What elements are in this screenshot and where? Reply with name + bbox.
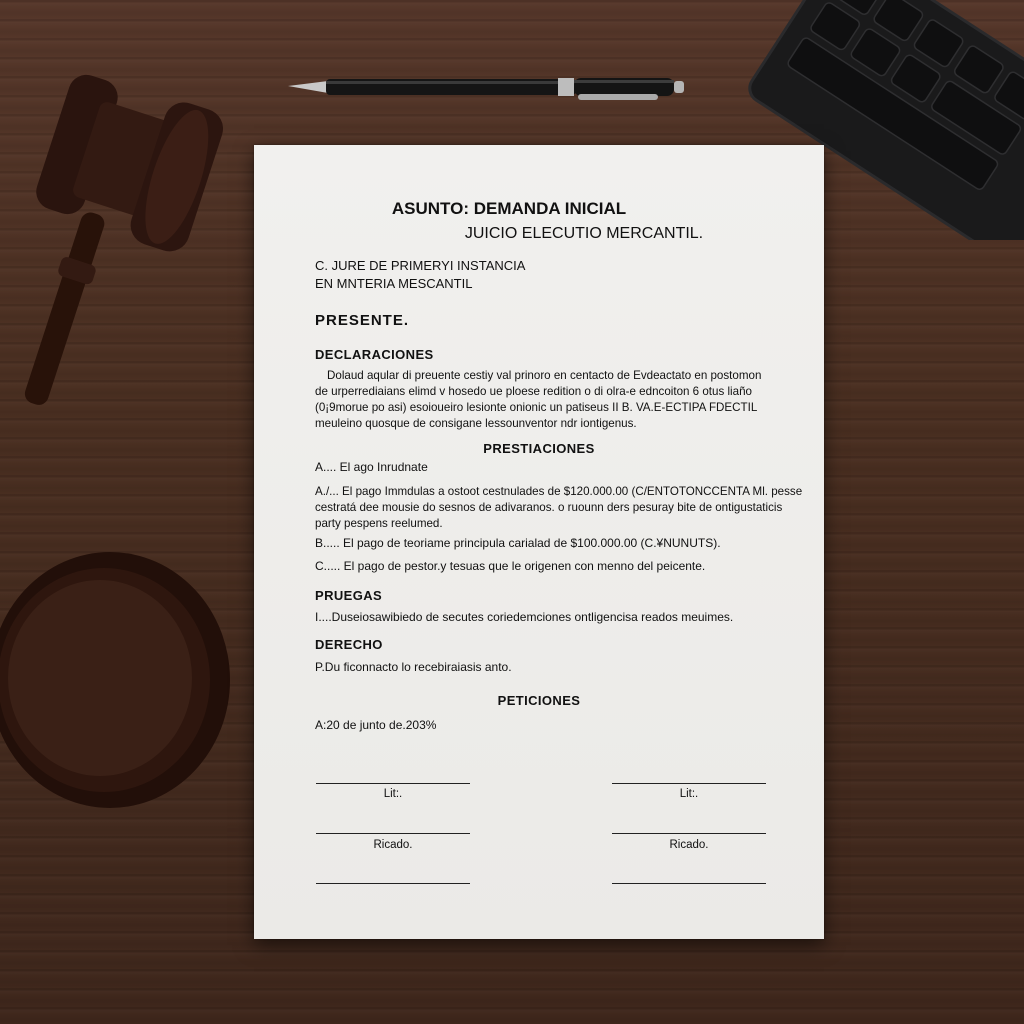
signature-line — [316, 783, 470, 784]
gavel — [0, 70, 240, 450]
prestacion-a2-line: A./... El pago Immdulas a ostoot cestnulades de $120.000.00 (C/ENTOTONCCENTA Ml. pesse — [315, 485, 803, 498]
document-date: A:20 de junto de.203% — [315, 718, 437, 732]
addressee-line-2: EN MNTERIA MESCANTIL — [315, 276, 473, 291]
sound-block — [0, 540, 230, 810]
pruegas-text: I....Duseiosawibiedo de secutes coriedemciones ontligencisa reados meuimes. — [315, 610, 734, 624]
declaraciones-line: (0¡9morue po asi) esoioueiro lesionte onionic un patiseus II B. VA.E-ECTIPA FDECTIL — [315, 401, 758, 414]
prestacion-a2-line: cestratá dee mousie do sesnos de adivaranos. o ruounn ders pesuray bite de ontigustaticis — [315, 501, 783, 514]
prestacion-a: A.... El ago Inrudnate — [315, 460, 428, 474]
document-subtitle: JUICIO ELECUTIO MERCANTIL. — [464, 225, 704, 242]
prestacion-c: C..... El pago de pestor.y tesuas que le origenen con menno del peicente. — [315, 559, 706, 573]
prestacion-a2-line: party pespens reelumed. — [315, 517, 443, 530]
declaraciones-line: de urperrediaians elimd v hosedo ue ploese redition o di olra-e edncoiton 6 otus liaño — [315, 385, 752, 398]
prestaciones-heading: PRESTIACIONES — [483, 441, 595, 456]
signature-line — [612, 883, 766, 884]
signature-label-right-1: Lit:. — [679, 788, 699, 800]
signature-line — [612, 833, 766, 834]
pen — [288, 72, 688, 108]
prestacion-a2-paragraph — [315, 484, 803, 532]
legal-document — [254, 145, 824, 939]
declaraciones-heading: DECLARACIONES — [315, 347, 434, 362]
signature-label-left-2: Ricado. — [373, 839, 413, 851]
peticiones-heading: PETICIONES — [497, 693, 581, 708]
addressee-line-1: C. JURE DE PRIMERYI INSTANCIA — [315, 258, 526, 273]
declaraciones-paragraph — [315, 368, 776, 432]
signature-label-right-2: Ricado. — [669, 839, 709, 851]
greeting: PRESENTE. — [315, 312, 410, 329]
derecho-heading: DERECHO — [315, 637, 383, 652]
document-title: ASUNTO: DEMANDA INICIAL — [391, 199, 627, 218]
prestacion-b: B..... El pago de teoriame principula carialad de $100.000.00 (C.¥NUNUTS). — [315, 536, 721, 550]
derecho-text: P.Du ficonnacto lo recebiraiasis anto. — [315, 660, 512, 674]
signature-line — [612, 783, 766, 784]
signature-line — [316, 883, 470, 884]
signature-label-left-1: Lit:. — [383, 788, 403, 800]
pruegas-heading: PRUEGAS — [315, 588, 383, 603]
declaraciones-line: Dolaud aqular di preuente cestiy val prinoro en centacto de Evdeactato en postomon — [327, 369, 762, 382]
declaraciones-line: meuleino quosque de consigane lessounventor ndr iontigenus. — [315, 417, 637, 430]
signature-line — [316, 833, 470, 834]
